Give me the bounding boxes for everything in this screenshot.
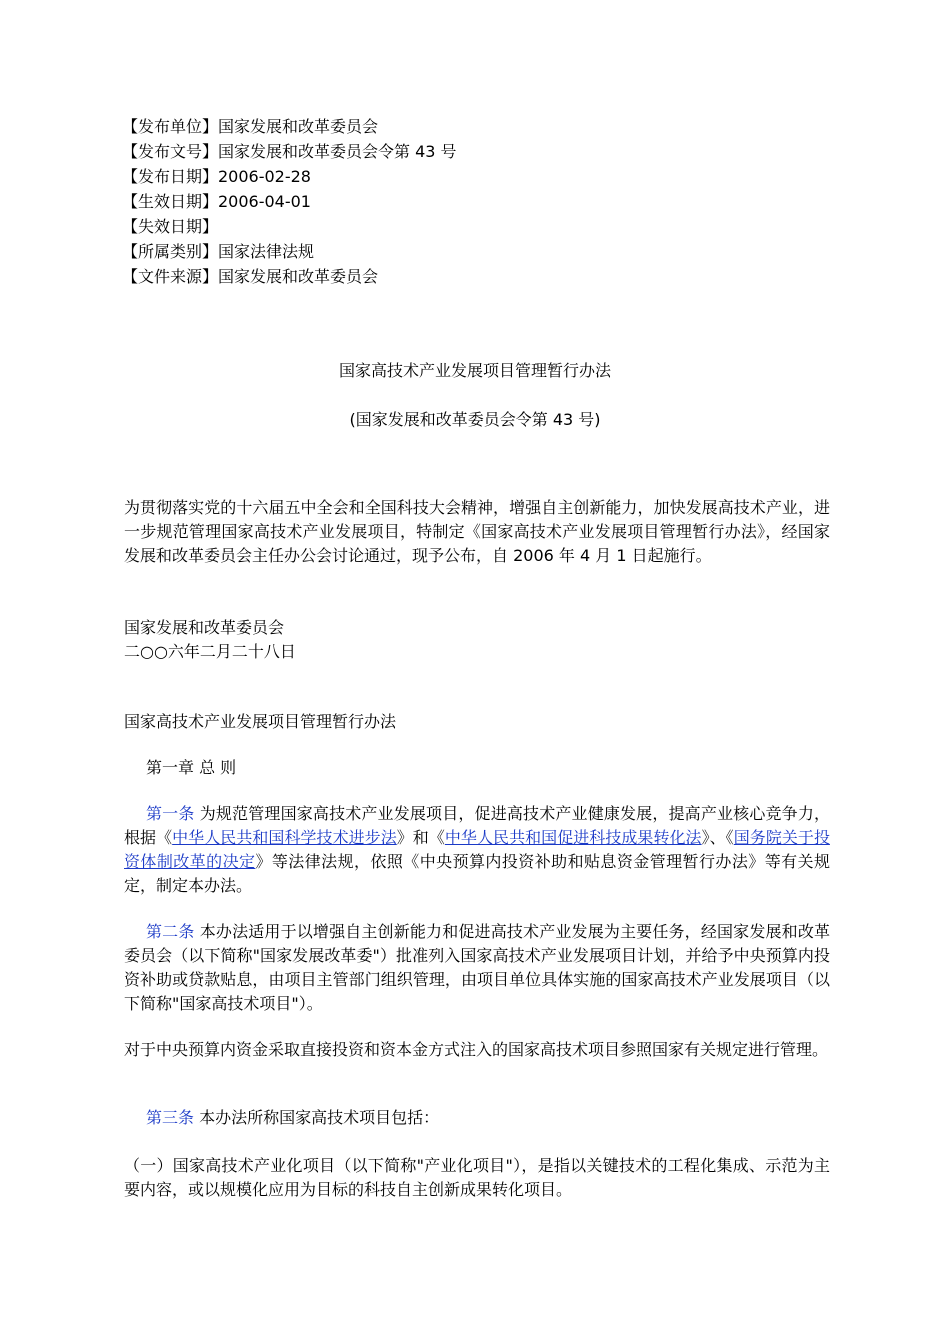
law-link-science-tech-progress[interactable]: 中华人民共和国科学技术进步法 xyxy=(172,828,397,847)
article-1-text: 为规范管理国家高技术产业发展项目，促进高技术产业健康发展，提高产业核心竞争力，根据《 xyxy=(124,804,830,847)
meta-doc-number: 【发布文号】国家发展和改革委员会令第 43 号 xyxy=(122,142,457,161)
article-2-paragraph-2: 对于中央预算内资金采取直接投资和资本金方式注入的国家高技术项目参照国家有关规定进行管理。 xyxy=(124,1040,829,1059)
article-2 xyxy=(124,920,830,1016)
intro-paragraph: 为贯彻落实党的十六届五中全会和全国科技大会精神，增强自主创新能力，加快发展高技术产业，进一步规范管理国家高技术产业发展项目，特制定《国家高技术产业发展项目管理暂行办法》，经国家发展和改革委员会主任办公会讨论通过，现予公布，自 2006 年 4 月 1 日起施行。 xyxy=(124,498,830,565)
article-2-text: 本办法适用于以增强自主创新能力和促进高技术产业发展为主要任务，经国家发展和改革委员会（以下简称"国家发展改革委"）批准列入国家高技术产业发展项目计划，并给予中央预算内投资补助或贷款贴息，由项目主管部门组织管理，由项目单位具体实施的国家高技术产业发展项目（以下简称"国家高技术项目"）。 xyxy=(124,922,830,1013)
signer: 国家发展和改革委员会 xyxy=(124,618,285,637)
law-link-tech-transfer[interactable]: 中华人民共和国促进科技成果转化法 xyxy=(444,828,702,847)
document-metadata xyxy=(122,114,457,289)
article-3-label: 第三条 xyxy=(146,1108,195,1127)
meta-expiry-date: 【失效日期】 xyxy=(122,217,219,236)
article-1-label: 第一条 xyxy=(146,804,195,823)
article-1 xyxy=(124,802,830,898)
law-link-investment-reform[interactable]: 国务院关于投资体制改革的决定 xyxy=(124,828,830,871)
document-title: 国家高技术产业发展项目管理暂行办法 xyxy=(338,361,611,380)
meta-issuer: 【发布单位】国家发展和改革委员会 xyxy=(122,117,379,136)
meta-source: 【文件来源】国家发展和改革委员会 xyxy=(122,267,379,286)
article-1-text-4: 》等法律法规，依照《中央预算内投资补助和贴息资金管理暂行办法》等有关规定，制定本办法。 xyxy=(124,852,830,895)
chapter-heading: 第一章 总 则 xyxy=(146,758,237,777)
meta-category: 【所属类别】国家法律法规 xyxy=(122,242,315,261)
article-1-text-2: 》和《 xyxy=(396,828,445,847)
article-2-label: 第二条 xyxy=(146,922,195,941)
article-3-item-1: （一）国家高技术产业化项目（以下简称"产业化项目"），是指以关键技术的工程化集成、示范为主要内容，或以规模化应用为目标的科技自主创新成果转化项目。 xyxy=(124,1156,830,1199)
article-3-text: 本办法所称国家高技术项目包括： xyxy=(194,1108,440,1127)
meta-publish-date: 【发布日期】2006-02-28 xyxy=(122,167,311,186)
meta-effective-date: 【生效日期】2006-04-01 xyxy=(122,192,311,211)
article-1-text-3: 》、《 xyxy=(701,828,734,847)
body-title: 国家高技术产业发展项目管理暂行办法 xyxy=(124,712,397,731)
document-subtitle: (国家发展和改革委员会令第 43 号) xyxy=(349,410,601,429)
article-3 xyxy=(124,1106,830,1130)
sign-date: 二○○六年二月二十八日 xyxy=(124,642,296,661)
